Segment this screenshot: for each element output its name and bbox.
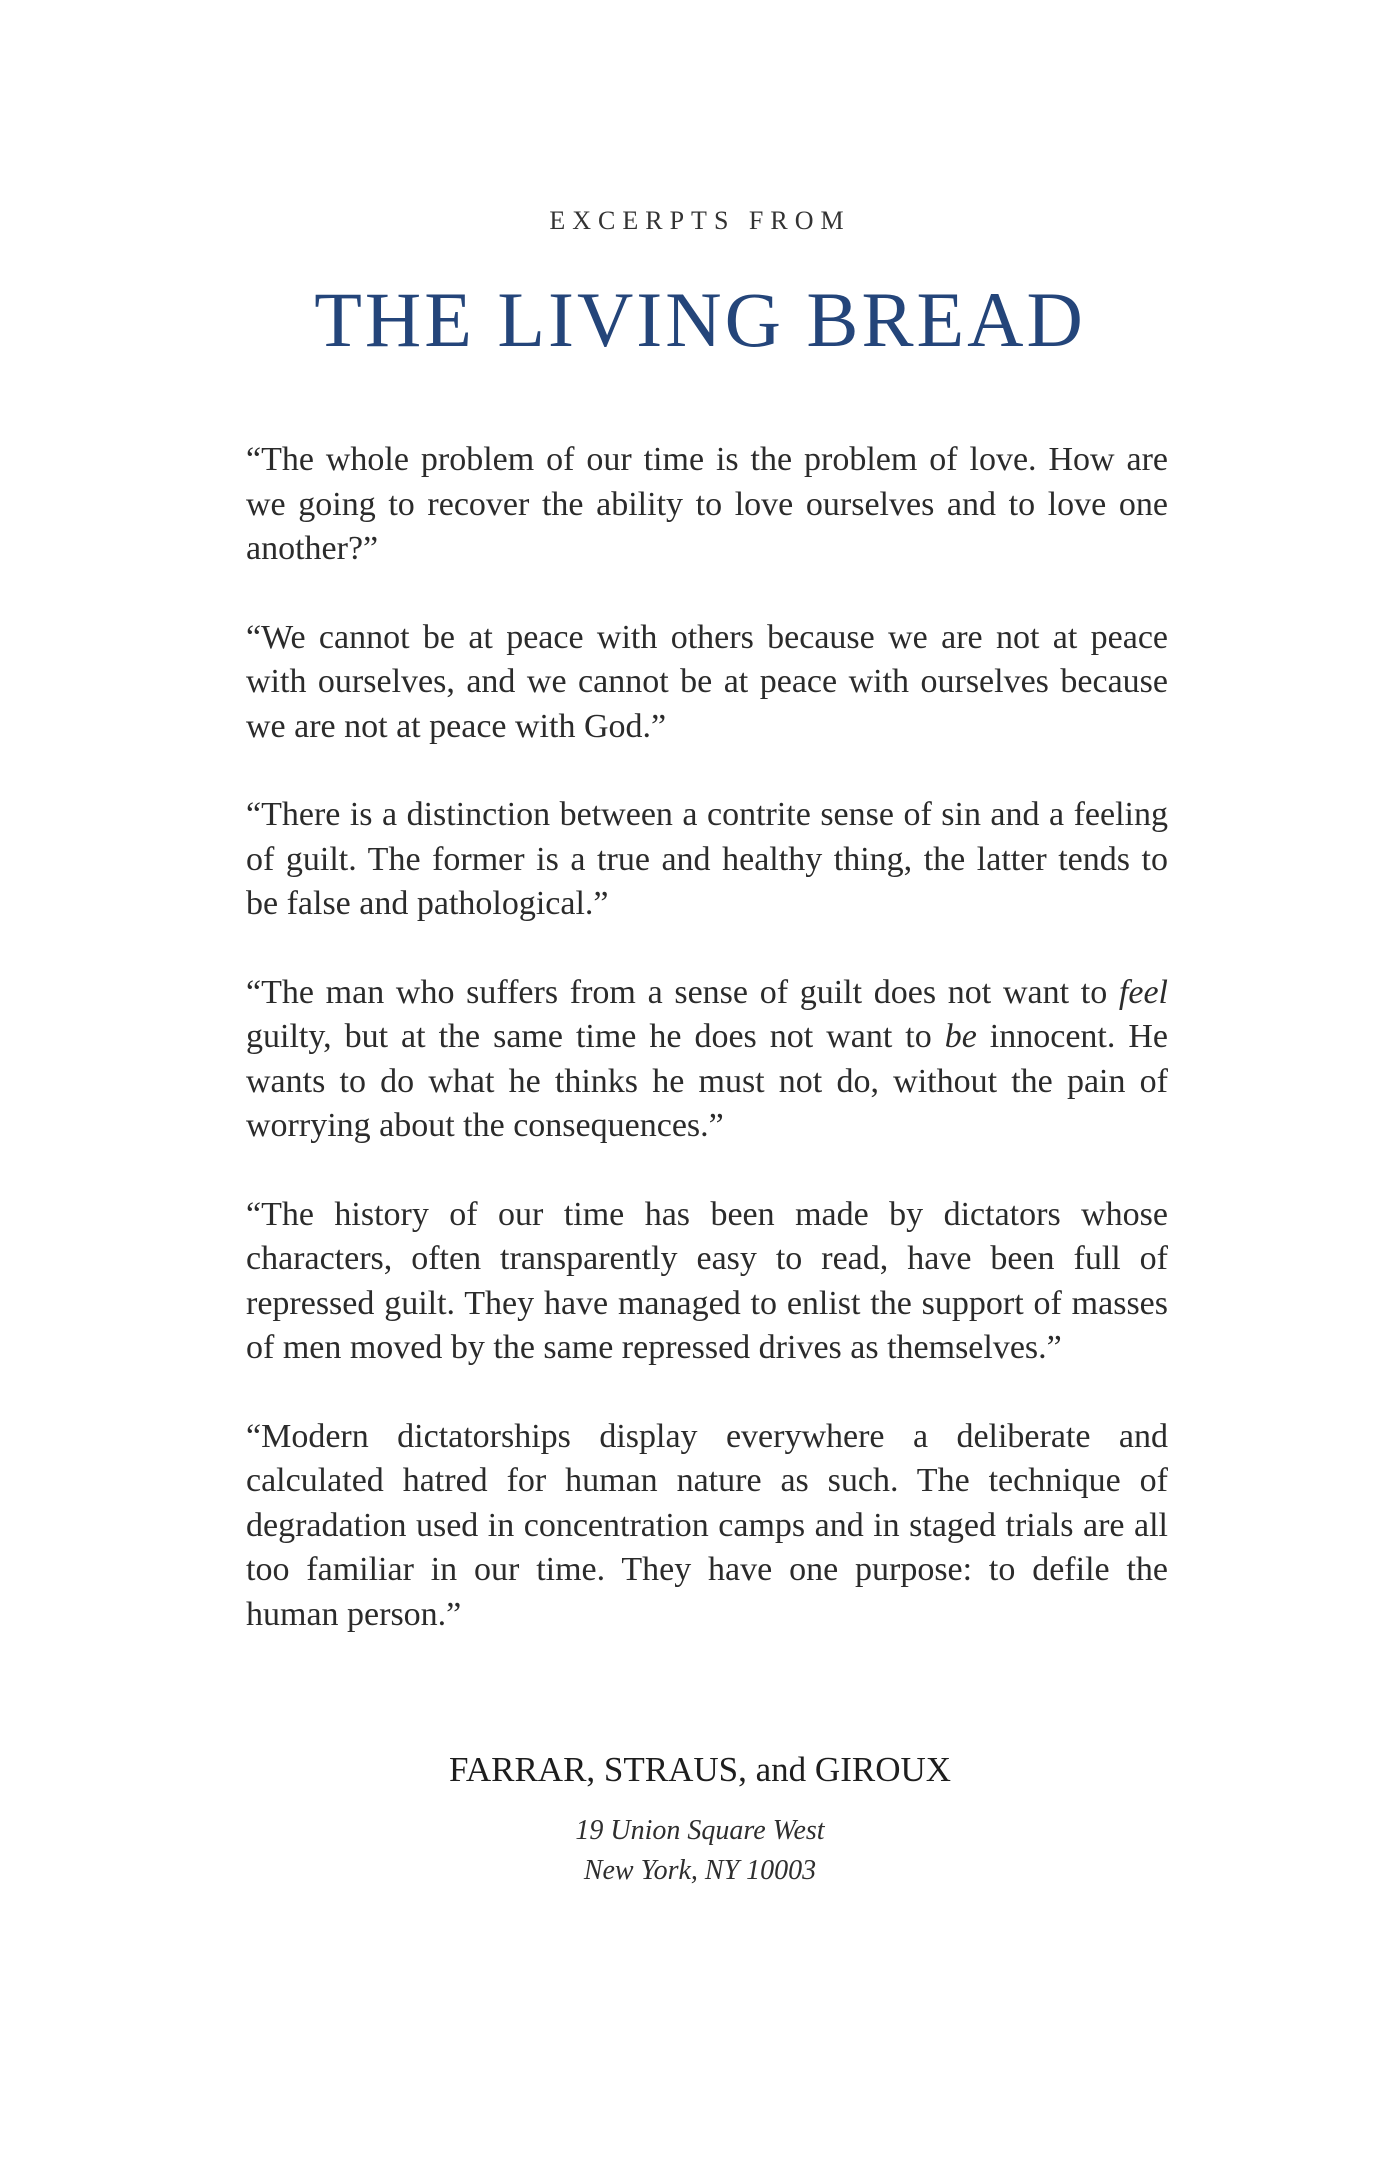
quote-paragraph-6: “Modern dictatorships display everywhere a deliberate and calculated hatred for human nature as such. The technique of degradation used in concentration camps and in staged trials are all too familiar in our time. They have one purpose: to defile the human person.” — [246, 1417, 1168, 1633]
kicker-text: EXCERPTS FROM — [549, 206, 851, 235]
publisher-address-line-1: 19 Union Square West — [575, 1815, 825, 1846]
quote-4-part-1: “The man who suffers from a sense of guilt does not want to — [246, 973, 1119, 1011]
quote-4-part-2: guilty, but at the same time he does not want to — [246, 1018, 945, 1055]
quote-paragraph-2: “We cannot be at peace with others because we are not at peace with ourselves, and we cannot be at peace with ourselves because we are not at peace with God.” — [246, 618, 1168, 745]
quote-4-emphasis-feel: feel — [1118, 973, 1168, 1011]
quote-paragraph-5: “The history of our time has been made by dictators whose characters, often transparently easy to read, have been full of repressed guilt. They have managed to enlist the support of masses of men moved by the same repressed drives as themselves.” — [246, 1195, 1168, 1366]
quote-paragraph-4 — [246, 971, 1168, 1149]
quote-paragraph-3: “There is a distinction between a contrite sense of sin and a feeling of guilt. The former is a true and healthy thing, the latter tends to be false and pathological.” — [246, 796, 1168, 922]
quote-paragraph-1: “The whole problem of our time is the problem of love. How are we going to recover the ability to love ourselves and to love one another?” — [246, 441, 1168, 567]
page-title: THE LIVING BREAD — [314, 276, 1086, 363]
quotes-section — [246, 438, 1168, 1681]
quote-4-part-3: innocent. He wants to do what he thinks he must not do, without the pain of worrying about the consequences.” — [246, 1018, 1169, 1144]
quote-4-emphasis-be: be — [944, 1018, 977, 1055]
publisher-address-line-2: New York, NY 10003 — [583, 1855, 817, 1886]
publisher-name: FARRAR, STRAUS, and GIROUX — [448, 1750, 952, 1789]
